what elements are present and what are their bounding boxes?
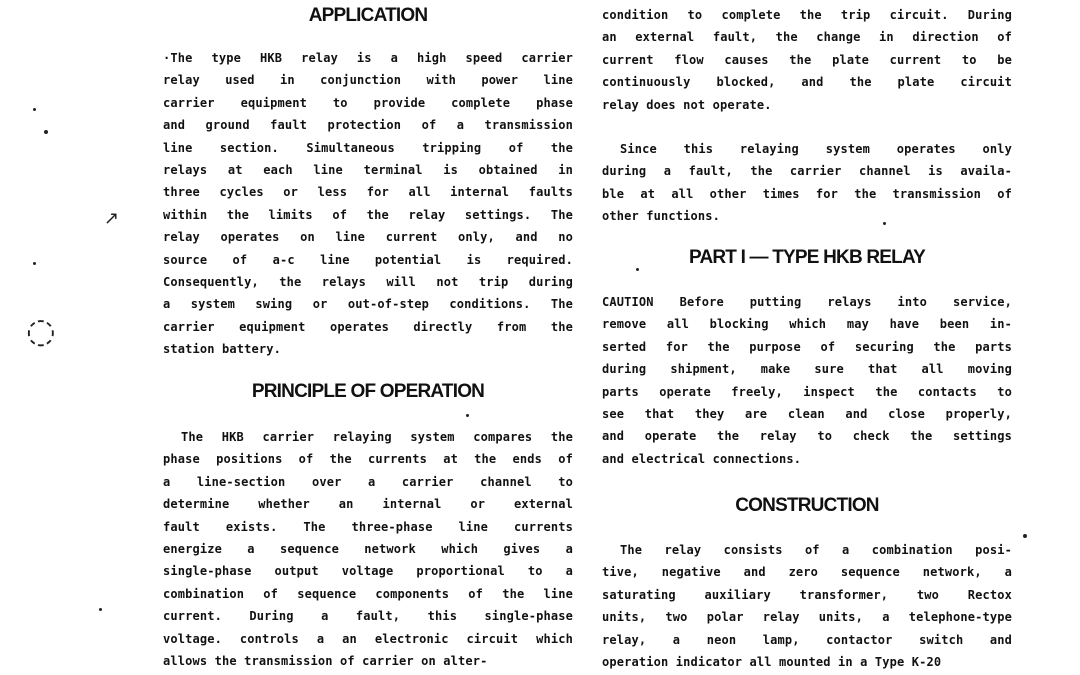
paragraph-principle-of-operation <box>163 426 573 672</box>
text-line: determine whether an internal or external <box>163 497 573 512</box>
text-line: during a fault, the carrier channel is availa- <box>602 164 1012 179</box>
text-line: tive, negative and zero sequence network, a <box>602 565 1012 580</box>
text-line: ·The type HKB relay is a high speed carrier <box>163 51 573 65</box>
text-line: station battery. <box>163 342 281 357</box>
text-line: a system swing or out-of-step conditions. The <box>163 297 573 312</box>
scan-speck <box>466 414 469 417</box>
text-line: relay operates on line current only, and no <box>163 230 573 245</box>
text-line: units, two polar relay units, a telephone-type <box>602 610 1012 625</box>
text-line: relay used in conjunction with power line <box>163 73 573 88</box>
paragraph-caution <box>602 291 1012 470</box>
text-line: carrier equipment operates directly from the <box>163 319 573 334</box>
text-line: allows the transmission of carrier on alter- <box>163 653 488 668</box>
text-line: operation indicator all mounted in a Type K-20 <box>602 654 942 669</box>
text-line: remove all blocking which may have been in- <box>602 317 1012 332</box>
text-line: energize a sequence network which gives a <box>163 541 573 556</box>
text-line: parts operate freely, inspect the contacts to <box>602 384 1012 399</box>
text-line: relays at each line terminal is obtained in <box>163 162 573 177</box>
paragraph-continuation <box>602 4 1012 116</box>
scan-speck <box>1023 534 1027 538</box>
text-line: within the limits of the relay settings. The <box>163 207 573 222</box>
text-line: Since this relaying system operates only <box>620 142 1012 156</box>
text-line: carrier equipment to provide complete phase <box>163 95 573 110</box>
text-line: continuously blocked, and the plate circuit <box>602 75 1012 90</box>
text-line: single-phase output voltage proportional to a <box>163 564 573 579</box>
text-line: line section. Simultaneous tripping of the <box>163 140 573 155</box>
text-line: current. During a fault, this single-phase <box>163 609 573 624</box>
text-line: ble at all other times for the transmission of <box>602 186 1012 201</box>
text-line: CAUTION Before putting relays into service, <box>602 295 1012 309</box>
text-line: relay does not operate. <box>602 97 772 112</box>
scan-speck <box>33 262 36 265</box>
scan-speck <box>44 130 48 134</box>
text-line: three cycles or less for all internal faults <box>163 185 573 200</box>
text-line: during shipment, make sure that all moving <box>602 362 1012 377</box>
paragraph-application <box>163 47 573 360</box>
text-line: and electrical connections. <box>602 451 802 466</box>
text-line: current flow causes the plate current to be <box>602 52 1012 67</box>
text-line: saturating auxiliary transformer, two Rectox <box>602 587 1012 602</box>
text-line: serted for the purpose of securing the parts <box>602 339 1012 354</box>
heading-part-one-type-hkb-relay: PART I — TYPE HKB RELAY <box>688 247 926 268</box>
text-line: source of a-c line potential is required. <box>163 252 573 267</box>
circle-mark-icon: ◌ <box>26 311 56 351</box>
scan-speck <box>636 268 639 271</box>
heading-application: APPLICATION <box>308 5 428 26</box>
text-line: relay, a neon lamp, contactor switch and <box>602 632 1012 647</box>
text-line: Consequently, the relays will not trip during <box>163 274 573 289</box>
text-line: other functions. <box>602 209 720 224</box>
heading-principle-of-operation: PRINCIPLE OF OPERATION <box>251 381 485 402</box>
text-line: an external fault, the change in direction of <box>602 30 1012 45</box>
scan-speck <box>33 108 36 111</box>
text-line: voltage. controls a an electronic circuit which <box>163 631 573 646</box>
text-line: see that they are clean and close properly, <box>602 406 1012 421</box>
text-line: The HKB carrier relaying system compares the <box>181 430 573 444</box>
text-line: condition to complete the trip circuit. During <box>602 8 1012 22</box>
arrow-mark-icon: ↗ <box>104 208 120 229</box>
text-line: and operate the relay to check the settings <box>602 429 1012 444</box>
scan-speck <box>99 608 102 611</box>
scan-speck <box>883 222 886 225</box>
paragraph-since <box>602 138 1012 228</box>
paragraph-construction <box>602 539 1012 673</box>
text-line: combination of sequence components of the line <box>163 586 573 601</box>
text-line: phase positions of the currents at the ends of <box>163 452 573 467</box>
heading-construction: CONSTRUCTION <box>735 495 879 516</box>
text-line: a line-section over a carrier channel to <box>163 474 573 489</box>
text-line: The relay consists of a combination posi- <box>620 543 1012 557</box>
text-line: and ground fault protection of a transmission <box>163 118 573 133</box>
text-line: fault exists. The three-phase line currents <box>163 519 573 534</box>
